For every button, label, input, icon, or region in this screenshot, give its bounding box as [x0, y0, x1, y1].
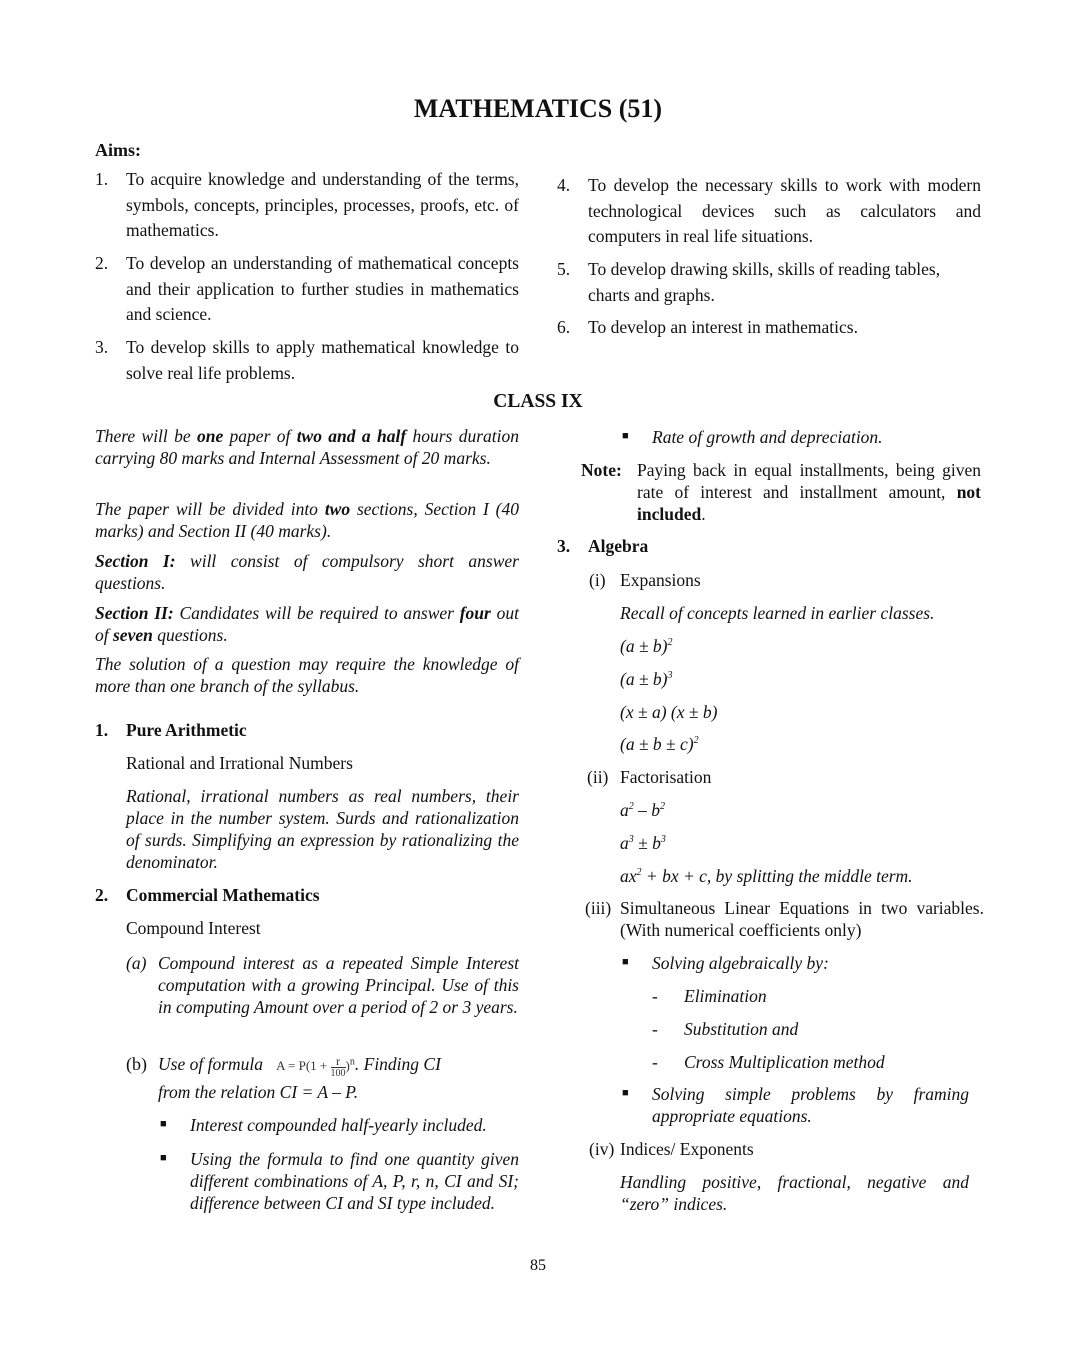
section-number: 3. [557, 536, 571, 556]
s2-bullet-2: Using the formula to find one quantity given different combinations of A, P, r, n, CI and SI; difference between CI and SI type included. [190, 1149, 519, 1213]
s3-iv-text: Handling positive, fractional, negative and “zero” indices. [620, 1172, 969, 1214]
exponent: 3 [667, 670, 673, 682]
expansion-3: (x ± a) (x ± b) [620, 702, 718, 722]
aim-text: To develop drawing skills, skills of reading tables, charts and graphs. [588, 259, 941, 305]
section-1-heading [95, 720, 247, 741]
note-label: Note: [581, 460, 622, 480]
note-text [637, 459, 981, 525]
factorisation-1 [620, 799, 665, 821]
square-bullet-icon: ■ [160, 1152, 167, 1164]
section-3-heading [557, 536, 649, 557]
exponent: 2 [667, 637, 673, 649]
text-run: sections, Section I (40 marks) and Section II (40 marks). [95, 499, 520, 541]
exponent: 2 [693, 735, 699, 747]
formula-part: ) [345, 1058, 350, 1073]
s2-a-text: Compound interest as a repeated Simple Interest computation with a growing Principal. Use of this in computing Amount over a period of 2 or 3 years. [158, 953, 519, 1017]
aim-item-4 [557, 173, 981, 250]
s3-i-recall: Recall of concepts learned in earlier classes. [620, 603, 935, 623]
s2-b-line2: from the relation CI = A – P. [158, 1082, 359, 1102]
bold-run: seven [113, 625, 153, 645]
s3-iv-title: Indices/ Exponents [620, 1139, 754, 1159]
s2-subheading: Compound Interest [126, 918, 261, 938]
formula-part: A = P(1 + [276, 1058, 331, 1073]
text-run: out of [95, 603, 519, 645]
square-bullet-icon: ■ [622, 1087, 629, 1099]
formula-outro: . Finding CI [354, 1054, 441, 1074]
s3-iii-bullet-2: Solving simple problems by framing appropriate equations. [652, 1084, 969, 1126]
page-title: MATHEMATICS (51) [413, 94, 663, 123]
bold-run: four [459, 603, 491, 623]
s2-bullet-1: Interest compounded half-yearly included. [190, 1115, 487, 1135]
s3-ii-title: Factorisation [620, 767, 712, 787]
text-run: questions. [152, 625, 228, 645]
factorisation-2 [620, 832, 666, 854]
formula-fraction [330, 1053, 346, 1079]
exponent: 2 [636, 867, 642, 879]
expr: (a ± b ± c) [620, 734, 694, 754]
aim-text: To acquire knowledge and understanding of the terms, symbols, concepts, principles, processes, proofs, etc. of mathematics. [126, 169, 519, 240]
s2-b-line1 [158, 1053, 519, 1079]
bold-run: Section I: [95, 551, 176, 571]
expansion-4 [620, 733, 699, 755]
section-2-heading [95, 885, 320, 906]
expr: a [620, 800, 629, 820]
s2-bullet-3: Rate of growth and depreciation. [652, 427, 883, 447]
dash-marker: - [652, 986, 658, 1006]
exponent: 2 [628, 801, 634, 813]
text-run: Paying back in equal installments, being given rate of interest and installment amount, [637, 460, 981, 502]
s3-ii-label: (ii) [587, 767, 609, 787]
aims-heading: Aims: [95, 140, 141, 160]
aim-number: 1. [95, 169, 109, 189]
s2-a-label: (a) [126, 953, 147, 973]
text-run: There will be [95, 426, 197, 446]
s3-i-title: Expansions [620, 570, 701, 590]
s3-iii-bullet-1: Solving algebraically by: [652, 953, 829, 973]
aim-text: To develop an interest in mathematics. [588, 317, 858, 337]
expr: + bx + c, by splitting the middle term. [641, 866, 913, 886]
s1-description: Rational, irrational numbers as real numbers, their place in the number system. Surds and rationalization of surds. Simplifying an expression by rationalizing the denominator. [126, 786, 519, 872]
aim-item-2 [95, 251, 519, 328]
intro-paragraph-4 [95, 602, 519, 646]
fraction-denominator: 100 [330, 1067, 346, 1079]
formula-intro: Use of formula [158, 1054, 263, 1074]
bold-run: two [324, 499, 351, 519]
aim-number: 5. [557, 259, 571, 279]
aim-text: To develop skills to apply mathematical knowledge to solve real life problems. [126, 337, 519, 383]
method-elimination: Elimination [684, 986, 767, 1006]
text-run: will consist of compulsory short answer questions. [95, 551, 519, 593]
text-run: . [701, 504, 706, 524]
s3-iii-label: (iii) [585, 898, 612, 918]
text-run: The paper will be divided into [95, 499, 325, 519]
aim-text: To develop an understanding of mathematical concepts and their application to further studies in mathematics and science. [126, 253, 519, 324]
s3-i-label: (i) [589, 570, 606, 590]
expr: (a ± b) [620, 636, 668, 656]
bold-run: one [196, 426, 224, 446]
method-substitution: Substitution and [684, 1019, 799, 1039]
aim-number: 4. [557, 175, 571, 195]
square-bullet-icon: ■ [160, 1118, 167, 1130]
bold-run: not included [637, 482, 981, 524]
intro-paragraph-5: The solution of a question may require the knowledge of more than one branch of the syllabus. [95, 654, 519, 696]
exponent: 3 [660, 834, 666, 846]
expr: ax [620, 866, 637, 886]
exponent: 3 [628, 834, 634, 846]
section-title: Commercial Mathematics [126, 885, 320, 905]
section-number: 2. [95, 885, 109, 905]
square-bullet-icon: ■ [622, 956, 629, 968]
exponent: 2 [660, 801, 665, 813]
aim-number: 3. [95, 337, 109, 357]
expr: (a ± b) [620, 669, 668, 689]
page-number: 85 [530, 1257, 546, 1274]
factorisation-3 [620, 865, 913, 887]
s1-subheading: Rational and Irrational Numbers [126, 753, 353, 773]
expr: – b [633, 800, 660, 820]
formula [276, 1053, 355, 1079]
expansion-1 [620, 635, 673, 657]
expr: a [620, 833, 629, 853]
formula-exponent: n [349, 1056, 355, 1068]
aim-item-6 [557, 315, 981, 341]
text-run: paper of [223, 426, 297, 446]
section-title: Pure Arithmetic [126, 720, 247, 740]
section-title: Algebra [588, 536, 649, 556]
method-cross-multiplication: Cross Multiplication method [684, 1052, 885, 1072]
expr: ± b [633, 833, 661, 853]
fraction-numerator: r [331, 1056, 346, 1068]
intro-paragraph-1 [95, 425, 519, 469]
aim-item-1 [95, 167, 519, 244]
dash-marker: - [652, 1052, 658, 1072]
s3-iii-title: Simultaneous Linear Equations in two variables. (With numerical coefficients only) [620, 898, 984, 940]
aim-text: To develop the necessary skills to work with modern technological devices such as calculators and computers in real life situations. [588, 175, 981, 246]
expansion-2 [620, 668, 673, 690]
aim-number: 2. [95, 253, 109, 273]
aim-number: 6. [557, 317, 571, 337]
intro-paragraph-2 [95, 498, 519, 542]
s3-iv-label: (iv) [589, 1139, 615, 1159]
aim-item-3 [95, 335, 519, 386]
text-run: Candidates will be required to answer [173, 603, 460, 623]
square-bullet-icon: ■ [622, 430, 629, 442]
aim-item-5 [557, 257, 981, 308]
intro-paragraph-3 [95, 550, 519, 594]
text-run: hours duration carrying 80 marks and Internal Assessment of 20 marks. [95, 426, 519, 468]
dash-marker: - [652, 1019, 658, 1039]
s2-b-label: (b) [126, 1054, 147, 1074]
bold-run: two and a half [296, 426, 407, 446]
bold-run: Section II: [95, 603, 174, 623]
section-number: 1. [95, 720, 109, 740]
class-heading: CLASS IX [493, 391, 583, 412]
